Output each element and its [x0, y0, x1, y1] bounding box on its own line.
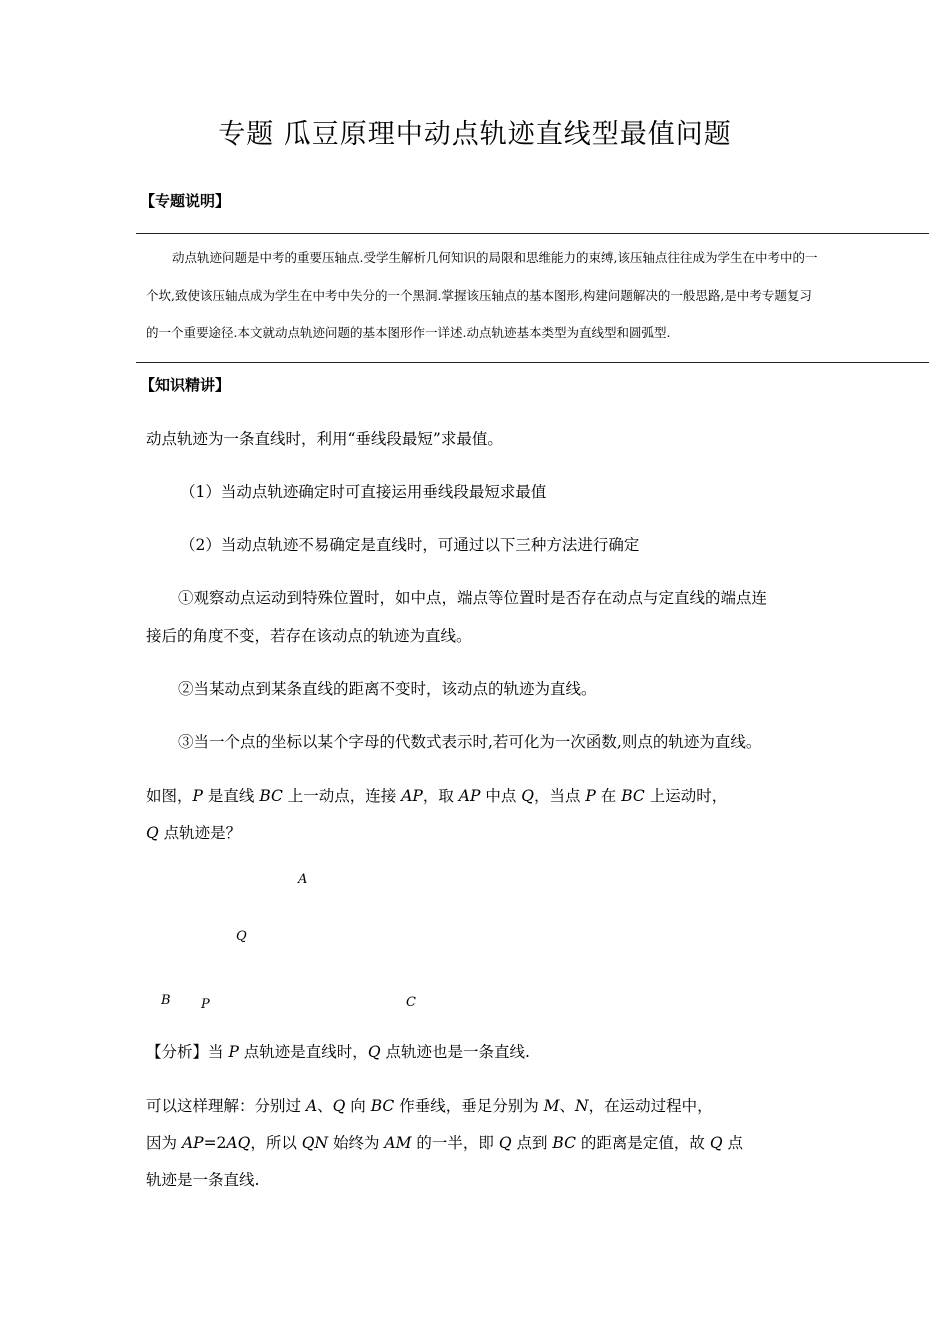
figure-label-a: A	[298, 872, 308, 887]
figure-label-b: B	[161, 993, 171, 1008]
figure-label-c: C	[406, 995, 416, 1010]
divider-bottom	[136, 362, 929, 363]
method-1-line-1: ①观察动点运动到特殊位置时，如中点，端点等位置时是否存在动点与定直线的端点连	[178, 589, 768, 607]
knowledge-item-2: （2）当动点轨迹不易确定是直线时，可通过以下三种方法进行确定	[180, 536, 640, 554]
method-3: ③当一个点的坐标以某个字母的代数式表示时,若可化为一次函数,则点的轨迹为直线。	[178, 733, 762, 751]
knowledge-item-1: （1）当动点轨迹确定时可直接运用垂线段最短求最值	[180, 483, 547, 501]
analysis-line-2: 可以这样理解：分别过 A、Q 向 BC 作垂线，垂足分别为 M、N，在运动过程中，	[146, 1097, 713, 1115]
intro-line-2: 个坎,致使该压轴点成为学生在中考中失分的一个黑洞.掌握该压轴点的基本图形,构建问题解决的一般思路,是中考专题复习	[146, 288, 812, 303]
analysis-line-3: 因为 AP=2AQ，所以 QN 始终为 AM 的一半，即 Q 点到 BC 的距离是定值，故 Q 点	[146, 1134, 743, 1152]
page-title: 专题 瓜豆原理中动点轨迹直线型最值问题	[218, 119, 732, 150]
divider-top	[136, 233, 929, 234]
figure-label-p: P	[201, 997, 210, 1012]
example-question-line-1: 如图，P 是直线 BC 上一动点，连接 AP，取 AP 中点 Q，当点 P 在 BC 上运动时，	[146, 787, 728, 805]
knowledge-lead: 动点轨迹为一条直线时，利用“垂线段最短”求最值。	[146, 430, 503, 448]
analysis-line-4: 轨迹是一条直线.	[146, 1171, 260, 1189]
analysis-line-1: 【分析】当 P 点轨迹是直线时，Q 点轨迹也是一条直线.	[146, 1043, 530, 1061]
figure-label-q: Q	[236, 929, 247, 944]
example-question-line-2: Q 点轨迹是？	[146, 824, 242, 842]
intro-line-1: 动点轨迹问题是中考的重要压轴点.受学生解析几何知识的局限和思维能力的束缚,该压轴点往往成为学生在中考中的一	[172, 250, 818, 265]
section-header-knowledge: 【知识精讲】	[140, 376, 231, 394]
method-2: ②当某动点到某条直线的距离不变时，该动点的轨迹为直线。	[178, 680, 597, 698]
intro-line-3: 的一个重要途径.本文就动点轨迹问题的基本图形作一详述.动点轨迹基本类型为直线型和圆弧型.	[146, 325, 671, 340]
section-header-explain: 【专题说明】	[140, 192, 231, 210]
method-1-line-2: 接后的角度不变，若存在该动点的轨迹为直线。	[146, 627, 472, 645]
